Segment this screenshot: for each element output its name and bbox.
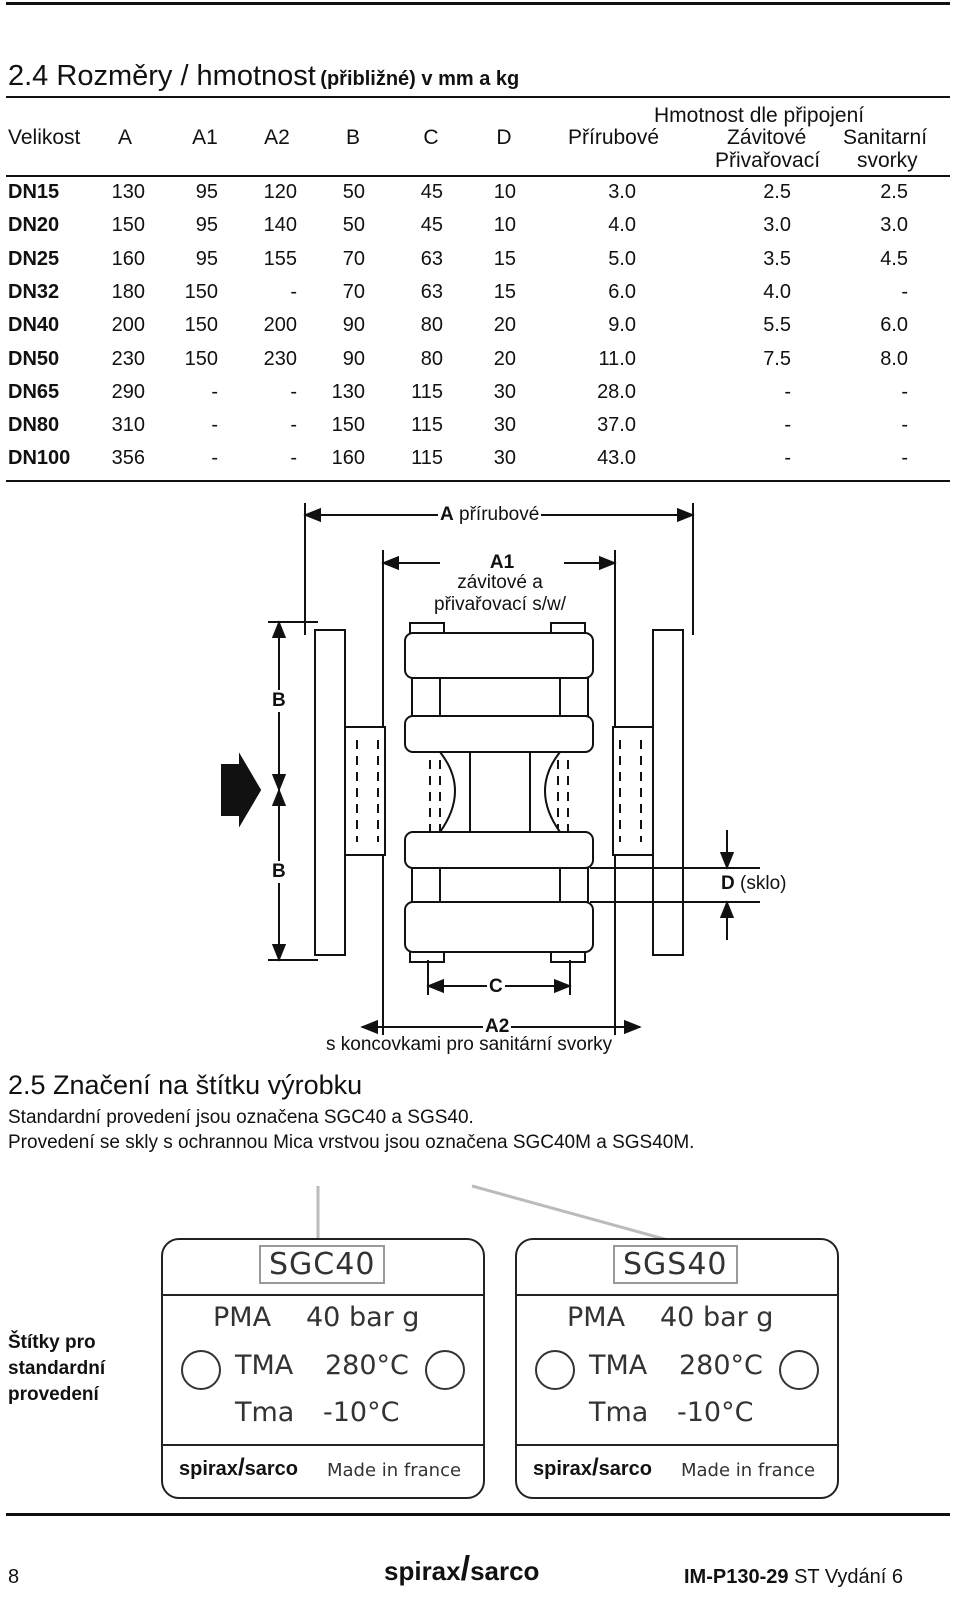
header-group-weight: Hmotnost dle připojení <box>654 104 865 127</box>
header-svorky: svorky <box>857 149 918 172</box>
label-a-bold: A <box>440 504 454 525</box>
plate-tmin-label: Tma <box>235 1397 295 1428</box>
plate-tmin-value: -10°C <box>677 1397 754 1428</box>
table-bottom-rule <box>6 480 950 482</box>
cell-a2: - <box>290 380 297 403</box>
plate-brand-spirax: spirax <box>533 1458 592 1480</box>
plate-tma-label: TMA <box>589 1350 648 1381</box>
mounting-hole-icon <box>425 1350 465 1390</box>
cell-size: DN65 <box>8 380 60 403</box>
header-a2: A2 <box>264 126 290 149</box>
cell-size: DN15 <box>8 181 60 203</box>
cell-c: 45 <box>420 181 443 203</box>
header-sanitarni: Sanitarní <box>843 126 928 149</box>
doc-code: IM-P130-29 <box>684 1566 789 1588</box>
cell-a: 200 <box>111 314 145 337</box>
cell-a1: 95 <box>195 181 218 203</box>
cell-a: 160 <box>111 247 145 270</box>
plate-divider-bottom <box>163 1444 483 1446</box>
cell-weight-flanged: 11.0 <box>598 347 636 370</box>
label-a2: A2 <box>485 1016 510 1037</box>
plate-pma-label: PMA <box>567 1302 626 1333</box>
cell-size: DN32 <box>8 280 60 303</box>
cell-d: 15 <box>493 280 516 303</box>
cell-b: 70 <box>342 280 365 303</box>
footer-brand-spirax: spirax <box>384 1556 461 1586</box>
top-rule <box>6 2 950 5</box>
cell-weight-flanged: 9.0 <box>608 314 636 337</box>
cell-size: DN80 <box>8 414 60 437</box>
label-d-text: (sklo) <box>740 873 787 894</box>
plate-code: SGS40 <box>613 1245 738 1284</box>
cell-size: DN50 <box>8 347 60 370</box>
flow-arrow-icon <box>222 756 260 824</box>
plate-brand-logo: spirax/sarco <box>533 1454 652 1481</box>
header-a: A <box>117 126 132 149</box>
cell-b: 50 <box>342 181 365 203</box>
plate-pma-value: 40 bar g <box>306 1302 420 1333</box>
cell-weight-threaded: 3.0 <box>763 214 791 237</box>
section-2-5-title: 2.5 Značení na štítku výrobku <box>8 1070 363 1100</box>
cell-weight-threaded: 3.5 <box>763 247 791 270</box>
cell-b: 130 <box>331 380 365 403</box>
label-a <box>438 504 541 526</box>
cell-weight-threaded: 4.0 <box>763 280 791 303</box>
cell-weight-threaded: 5.5 <box>763 314 791 337</box>
cell-a: 150 <box>111 214 145 237</box>
mounting-hole-icon <box>181 1350 221 1390</box>
plate-tma-value: 280°C <box>325 1350 409 1381</box>
cell-d: 20 <box>493 347 516 370</box>
plate-brand-sarco: sarco <box>598 1458 652 1480</box>
cell-weight-threaded: 7.5 <box>763 347 791 370</box>
cell-a2: - <box>290 447 297 470</box>
mounting-hole-icon <box>779 1350 819 1390</box>
plate-tmin-label: Tma <box>589 1397 649 1428</box>
cell-a1: 95 <box>195 247 218 270</box>
section-2-5-line2: Provedení se skly s ochrannou Mica vrstvou jsou označena SGC40M a SGS40M. <box>8 1132 695 1153</box>
cell-weight-sanitary: 8.0 <box>880 347 908 370</box>
header-prirubove: Přírubové <box>568 126 660 149</box>
label-a1-line2: přivařovací s/w/ <box>434 594 566 615</box>
cell-weight-sanitary: - <box>901 280 908 303</box>
cell-a: 290 <box>111 380 145 403</box>
cell-weight-threaded: 2.5 <box>763 181 791 203</box>
label-a1-line1: závitové a <box>457 572 543 593</box>
plate-tma-label: TMA <box>235 1350 294 1381</box>
cell-b: 50 <box>342 214 365 237</box>
nameplate-sgc40 <box>161 1238 485 1499</box>
cell-weight-flanged: 37.0 <box>597 414 636 437</box>
cell-weight-flanged: 43.0 <box>597 447 636 470</box>
cell-c: 115 <box>411 380 443 403</box>
cell-a1: 95 <box>195 214 218 237</box>
cell-a2: 155 <box>263 247 297 270</box>
plate-divider-bottom <box>517 1444 837 1446</box>
label-a-text: přírubové <box>459 504 540 525</box>
cell-size: DN25 <box>8 247 60 270</box>
side-label-line2: standardní <box>8 1358 106 1379</box>
cell-weight-sanitary: 4.5 <box>880 247 908 270</box>
label-b-lower: B <box>272 861 286 882</box>
cell-a: 310 <box>111 414 145 437</box>
plate-tmin-value: -10°C <box>323 1397 400 1428</box>
cell-c: 63 <box>420 280 443 303</box>
nameplate-sgs40 <box>515 1238 839 1499</box>
cell-d: 10 <box>493 181 516 203</box>
plate-pma-value: 40 bar g <box>660 1302 774 1333</box>
doc-reference <box>684 1566 903 1589</box>
cell-d: 10 <box>493 214 516 237</box>
cell-a1: 150 <box>184 347 218 370</box>
cell-size: DN40 <box>8 314 60 337</box>
cell-c: 115 <box>411 414 443 437</box>
cell-a2: - <box>290 414 297 437</box>
section-2-4-title: 2.4 Rozměry / hmotnost <box>8 60 316 92</box>
cell-weight-sanitary: 3.0 <box>880 214 908 237</box>
cell-a: 230 <box>111 347 145 370</box>
cell-a2: 230 <box>263 347 297 370</box>
footer-brand-logo: spirax/sarco <box>384 1550 540 1588</box>
label-d-bold: D <box>721 873 735 894</box>
section-2-4-heading <box>8 60 519 93</box>
cell-b: 90 <box>342 347 365 370</box>
plate-brand-logo: spirax/sarco <box>179 1454 298 1481</box>
cell-b: 70 <box>342 247 365 270</box>
cell-weight-flanged: 6.0 <box>608 280 636 303</box>
plate-divider-top <box>517 1294 837 1296</box>
plate-made-in: Made in france <box>327 1460 462 1481</box>
cell-weight-threaded: - <box>784 414 791 437</box>
plate-tma-value: 280°C <box>679 1350 763 1381</box>
cell-a1: 150 <box>184 314 218 337</box>
cell-a1: 150 <box>184 280 218 303</box>
cell-c: 115 <box>411 447 443 470</box>
cell-weight-flanged: 4.0 <box>608 214 636 237</box>
cell-b: 160 <box>331 447 365 470</box>
cell-weight-threaded: - <box>784 447 791 470</box>
label-a1-bold: A1 <box>489 552 515 573</box>
footer-brand-sarco: sarco <box>470 1556 540 1586</box>
cell-weight-flanged: 5.0 <box>608 247 636 270</box>
cell-a: 180 <box>111 280 145 303</box>
cell-c: 80 <box>420 314 443 337</box>
header-privarovaci: Přivařovací <box>715 149 821 172</box>
cell-d: 30 <box>493 380 516 403</box>
table-header-rule <box>6 175 950 177</box>
header-a1: A1 <box>192 126 218 149</box>
cell-weight-sanitary: - <box>901 414 908 437</box>
cell-weight-sanitary: 6.0 <box>880 314 908 337</box>
cell-weight-threaded: - <box>784 380 791 403</box>
cell-a1: - <box>211 447 218 470</box>
cell-weight-sanitary: 2.5 <box>880 181 908 203</box>
cell-c: 45 <box>420 214 443 237</box>
cell-d: 30 <box>493 414 516 437</box>
cell-a2: - <box>290 280 297 303</box>
section-2-4-subtitle: (přibližné) v mm a kg <box>320 68 520 90</box>
side-label-line1: Štítky pro <box>8 1332 96 1353</box>
header-d: D <box>496 126 512 149</box>
label-a1 <box>440 552 564 574</box>
cell-a2: 120 <box>263 181 297 203</box>
label-d <box>719 873 788 895</box>
header-velikost: Velikost <box>8 126 81 149</box>
cell-size: DN20 <box>8 214 60 237</box>
cell-b: 150 <box>331 414 365 437</box>
label-b-upper: B <box>272 690 286 711</box>
plate-brand-spirax: spirax <box>179 1458 238 1480</box>
heading-rule <box>6 96 950 98</box>
cell-weight-sanitary: - <box>901 380 908 403</box>
cell-size: DN100 <box>8 447 71 470</box>
header-zavitove: Závitové <box>727 126 807 149</box>
cell-weight-sanitary: - <box>901 447 908 470</box>
cell-c: 63 <box>420 247 443 270</box>
page-number: 8 <box>8 1566 20 1588</box>
cell-a1: - <box>211 380 218 403</box>
plate-pma-label: PMA <box>213 1302 272 1333</box>
cell-weight-flanged: 28.0 <box>597 380 636 403</box>
doc-edition: ST Vydání 6 <box>794 1566 904 1588</box>
plate-brand-sarco: sarco <box>244 1458 298 1480</box>
cell-c: 80 <box>420 347 443 370</box>
plate-code: SGC40 <box>259 1245 385 1284</box>
side-label-line3: provedení <box>8 1384 99 1405</box>
header-c: C <box>423 126 439 149</box>
cell-a: 130 <box>111 181 145 203</box>
cell-a2: 140 <box>263 214 297 237</box>
footer-rule <box>6 1513 950 1516</box>
plate-divider-top <box>163 1294 483 1296</box>
cell-d: 30 <box>493 447 516 470</box>
cell-d: 15 <box>493 247 516 270</box>
cell-a2: 200 <box>263 314 297 337</box>
label-c: C <box>489 976 503 997</box>
cell-a: 356 <box>111 447 145 470</box>
cell-b: 90 <box>342 314 365 337</box>
mounting-hole-icon <box>535 1350 575 1390</box>
label-a2-text: s koncovkami pro sanitární svorky <box>326 1034 613 1055</box>
section-2-5-heading <box>8 1070 362 1101</box>
plates-side-label <box>8 1330 105 1408</box>
plate-made-in: Made in france <box>681 1460 816 1481</box>
cell-weight-flanged: 3.0 <box>608 181 636 203</box>
cell-d: 20 <box>493 314 516 337</box>
section-2-5-line1: Standardní provedení jsou označena SGC40 a SGS40. <box>8 1107 474 1128</box>
cell-a1: - <box>211 414 218 437</box>
header-b: B <box>345 126 360 149</box>
